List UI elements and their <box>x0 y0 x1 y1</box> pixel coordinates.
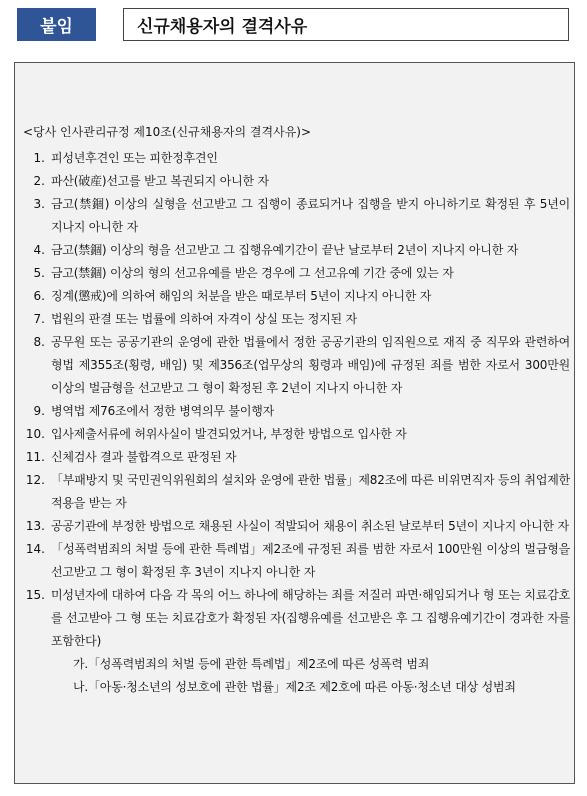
list-item <box>15 584 576 653</box>
item-text: 공공기관에 부정한 방법으로 채용된 사실이 적발되어 채용이 취소된 날로부터 5년이 지나지 아니한 자 <box>51 519 569 533</box>
list-item <box>15 308 576 331</box>
page-title <box>123 8 569 41</box>
list-item <box>15 285 576 308</box>
list-item <box>15 400 576 423</box>
item-text: 금고(禁錮) 이상의 형을 선고받고 그 집행유예기간이 끝난 날로부터 2년이 지나지 아니한 자 <box>51 243 519 257</box>
item-number: 8. <box>33 335 45 349</box>
item-number: 6. <box>33 289 45 303</box>
item-text: 신체검사 결과 불합격으로 판정된 자 <box>51 450 237 464</box>
item-number: 12. <box>25 473 45 487</box>
item-text: 공무원 또는 공공기관의 운영에 관한 법률에서 정한 공공기관의 임직원으로 재직 중 직무와 관련하여 형법 제355조(횡령, 배임) 및 제356조(업무상의 횡령과 배임)에 규정된 죄를 범한 자로서 300만원 이상의 벌금형을 선고받고 그 형이 확정된 후 2년이 지나지 아니한 자 <box>51 335 570 395</box>
item-number: 4. <box>33 243 45 257</box>
item-text: 파산(破産)선고를 받고 복권되지 아니한 자 <box>51 174 269 188</box>
list-item <box>15 469 576 515</box>
content-box <box>14 62 575 784</box>
item-number: 14. <box>25 542 45 556</box>
sub-list-indent <box>23 653 51 699</box>
item-number: 5. <box>33 266 45 280</box>
item-number: 2. <box>33 174 45 188</box>
list-item <box>15 331 576 400</box>
item-number: 11. <box>25 450 45 464</box>
list-item <box>15 147 576 170</box>
item-number: 7. <box>33 312 45 326</box>
sub-list-body <box>51 653 570 699</box>
item-text: 금고(禁錮) 이상의 형의 선고유예를 받은 경우에 그 선고유예 기간 중에 있는 자 <box>51 266 454 280</box>
list-item <box>15 515 576 538</box>
item-text: 「성폭력범죄의 처벌 등에 관한 특례법」제2조에 규정된 죄를 범한 자로서 100만원 이상의 벌금형을 선고받고 그 형이 확정된 후 3년이 지나지 아니한 자 <box>51 542 570 579</box>
sub-item: 가.「성폭력범죄의 처벌 등에 관한 특례법」제2조에 따른 성폭력 범죄 <box>73 657 430 671</box>
page-title-text: 신규채용자의 결격사유 <box>137 17 308 37</box>
item-text: 피성년후견인 또는 피한정후견인 <box>51 151 218 165</box>
list-item <box>15 193 576 239</box>
item-text: 법원의 판결 또는 법률에 의하여 자격이 상실 또는 정지된 자 <box>51 312 357 326</box>
attachment-badge: 붙임 <box>17 8 96 41</box>
list-item <box>15 262 576 285</box>
sub-item: 나.「아동·청소년의 성보호에 관한 법률」제2조 제2호에 따른 아동·청소년 대상 성범죄 <box>73 680 516 694</box>
item-number: 9. <box>33 404 45 418</box>
item-number: 13. <box>25 519 45 533</box>
item-text: 병역법 제76조에서 정한 병역의무 불이행자 <box>51 404 274 418</box>
item-number: 15. <box>25 588 45 602</box>
item-text: 징계(懲戒)에 의하여 해임의 처분을 받은 때로부터 5년이 지나지 아니한 자 <box>51 289 432 303</box>
disqualification-list <box>15 147 576 699</box>
item-text: 미성년자에 대하여 다음 각 목의 어느 하나에 해당하는 죄를 저질러 파면·해임되거나 형 또는 치료감호를 선고받아 그 형 또는 치료감호가 확정된 자(집행유예를 선고받은 후 그 집행유예기간이 경과한 자를 포함한다) <box>51 588 570 648</box>
regulation-intro: <당사 인사관리규정 제10조(신규채용자의 결격사유)> <box>23 125 312 139</box>
list-item <box>15 170 576 193</box>
list-item <box>15 538 576 584</box>
list-item <box>15 446 576 469</box>
sub-list <box>15 653 576 699</box>
item-text: 입사제출서류에 허위사실이 발견되었거나, 부정한 방법으로 입사한 자 <box>51 427 407 441</box>
item-number: 1. <box>33 151 45 165</box>
list-item <box>15 423 576 446</box>
list-item <box>15 239 576 262</box>
item-text: 「부패방지 및 국민권익위원회의 설치와 운영에 관한 법률」제82조에 따른 비위면직자 등의 취업제한 적용을 받는 자 <box>51 473 570 510</box>
item-text: 금고(禁錮) 이상의 실형을 선고받고 그 집행이 종료되거나 집행을 받지 아니하기로 확정된 후 5년이 지나지 아니한 자 <box>51 197 570 234</box>
item-number: 3. <box>33 197 45 211</box>
item-number: 10. <box>25 427 45 441</box>
